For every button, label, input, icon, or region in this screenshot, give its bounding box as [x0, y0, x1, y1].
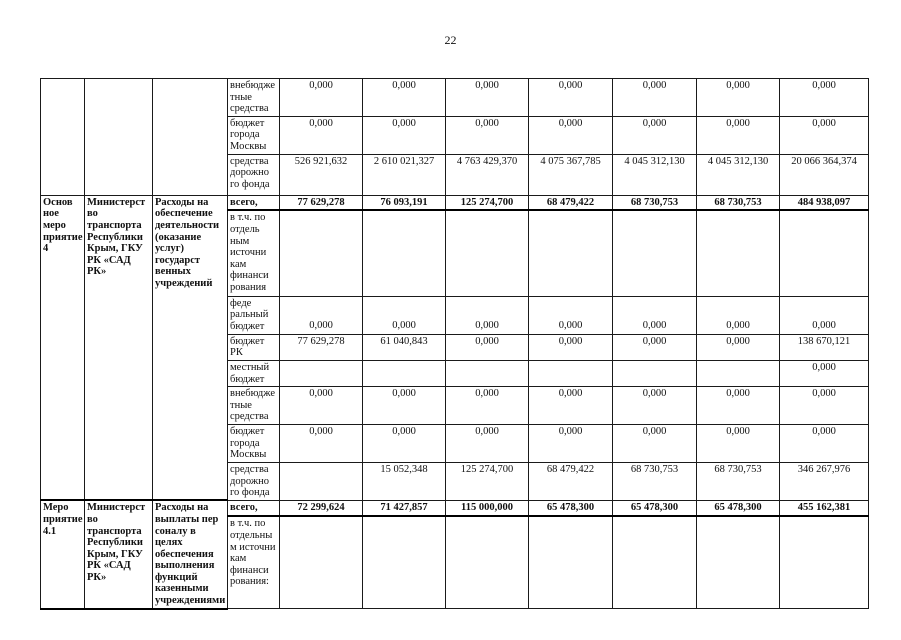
year-value-cell: 0,000 — [529, 387, 613, 425]
year-value-cell — [363, 361, 446, 387]
year-value-cell: 76 093,191 — [363, 195, 446, 210]
year-value-cell — [529, 516, 613, 608]
year-value-cell — [280, 210, 363, 296]
funding-source-cell: местный бюджет — [228, 361, 280, 387]
year-value-cell: 0,000 — [697, 334, 780, 360]
year-value-cell: 61 040,843 — [363, 334, 446, 360]
year-value-cell: 65 478,300 — [529, 500, 613, 516]
total-value-cell: 455 162,381 — [780, 500, 869, 516]
year-value-cell: 77 629,278 — [280, 195, 363, 210]
year-value-cell: 0,000 — [613, 116, 697, 154]
funding-source-cell: внебюдже тные средства — [228, 387, 280, 425]
year-value-cell: 0,000 — [446, 79, 529, 117]
year-value-cell: 0,000 — [363, 387, 446, 425]
year-value-cell: 0,000 — [363, 425, 446, 463]
description-cell: Расходы на выплаты пер соналу в целях обеспечения выполнения функций казенными учреждениями — [153, 500, 228, 608]
year-value-cell: 4 045 312,130 — [697, 154, 780, 195]
year-value-cell — [529, 361, 613, 387]
year-value-cell: 0,000 — [446, 425, 529, 463]
year-value-cell: 526 921,632 — [280, 154, 363, 195]
year-value-cell: 72 299,624 — [280, 500, 363, 516]
year-value-cell: 0,000 — [697, 116, 780, 154]
funding-source-cell: феде ральный бюджет — [228, 296, 280, 334]
funding-source-cell: в т.ч. по отдельны м источни кам финанси рования: — [228, 516, 280, 608]
funding-source-cell: бюджет РК — [228, 334, 280, 360]
year-value-cell: 0,000 — [363, 116, 446, 154]
year-value-cell — [529, 210, 613, 296]
total-value-cell — [780, 210, 869, 296]
measure-cell — [41, 79, 85, 196]
year-value-cell: 15 052,348 — [363, 463, 446, 501]
year-value-cell: 68 479,422 — [529, 195, 613, 210]
total-value-cell — [780, 516, 869, 608]
total-value-cell: 0,000 — [780, 425, 869, 463]
executor-cell — [85, 79, 153, 196]
year-value-cell — [446, 210, 529, 296]
year-value-cell: 2 610 021,327 — [363, 154, 446, 195]
total-value-cell: 484 938,097 — [780, 195, 869, 210]
funding-source-cell: средства дорожно го фонда — [228, 463, 280, 501]
year-value-cell: 125 274,700 — [446, 463, 529, 501]
total-value-cell: 346 267,976 — [780, 463, 869, 501]
year-value-cell: 65 478,300 — [697, 500, 780, 516]
year-value-cell: 0,000 — [363, 79, 446, 117]
year-value-cell: 0,000 — [529, 425, 613, 463]
year-value-cell — [613, 210, 697, 296]
year-value-cell: 0,000 — [446, 334, 529, 360]
year-value-cell: 0,000 — [529, 79, 613, 117]
year-value-cell: 0,000 — [446, 116, 529, 154]
measure-cell: Меро приятие 4.1 — [41, 500, 85, 608]
year-value-cell — [697, 210, 780, 296]
executor-cell: Министерст во транспорта Республики Крым, ГКУ РК «САД РК» — [85, 500, 153, 608]
year-value-cell: 0,000 — [613, 425, 697, 463]
year-value-cell: 68 730,753 — [613, 463, 697, 501]
year-value-cell — [280, 516, 363, 608]
year-value-cell: 0,000 — [280, 296, 363, 334]
budget-table — [40, 78, 869, 610]
year-value-cell — [446, 516, 529, 608]
funding-source-cell: средства дорожно го фонда — [228, 154, 280, 195]
year-value-cell: 4 045 312,130 — [613, 154, 697, 195]
year-value-cell: 68 730,753 — [697, 463, 780, 501]
executor-cell: Министерст во транспорта Республики Крым, ГКУ РК «САД РК» — [85, 195, 153, 500]
year-value-cell: 0,000 — [697, 79, 780, 117]
funding-source-cell: внебюдже тные средства — [228, 79, 280, 117]
year-value-cell: 0,000 — [280, 387, 363, 425]
year-value-cell — [363, 210, 446, 296]
year-value-cell: 0,000 — [446, 296, 529, 334]
year-value-cell: 68 479,422 — [529, 463, 613, 501]
year-value-cell: 0,000 — [697, 387, 780, 425]
year-value-cell: 65 478,300 — [613, 500, 697, 516]
year-value-cell — [613, 361, 697, 387]
total-value-cell: 0,000 — [780, 296, 869, 334]
year-value-cell: 0,000 — [613, 296, 697, 334]
funding-source-cell: всего, — [228, 500, 280, 516]
year-value-cell: 0,000 — [529, 296, 613, 334]
description-cell: Расходы на обеспечение деятельности (оказание услуг) государст венных учреждений — [153, 195, 228, 500]
year-value-cell: 0,000 — [613, 79, 697, 117]
total-value-cell: 0,000 — [780, 361, 869, 387]
year-value-cell: 0,000 — [613, 334, 697, 360]
total-value-cell: 0,000 — [780, 387, 869, 425]
year-value-cell — [446, 361, 529, 387]
year-value-cell: 0,000 — [280, 116, 363, 154]
year-value-cell — [280, 463, 363, 501]
total-row — [41, 500, 869, 516]
page-number: 22 — [444, 33, 457, 47]
year-value-cell: 0,000 — [529, 334, 613, 360]
total-row — [41, 195, 869, 210]
year-value-cell — [697, 361, 780, 387]
measure-cell: Основ ное меро приятие 4 — [41, 195, 85, 500]
year-value-cell: 68 730,753 — [697, 195, 780, 210]
year-value-cell: 125 274,700 — [446, 195, 529, 210]
year-value-cell: 0,000 — [280, 425, 363, 463]
year-value-cell: 0,000 — [697, 296, 780, 334]
year-value-cell: 0,000 — [613, 387, 697, 425]
year-value-cell: 71 427,857 — [363, 500, 446, 516]
description-cell — [153, 79, 228, 196]
total-value-cell: 20 066 364,374 — [780, 154, 869, 195]
year-value-cell: 4 763 429,370 — [446, 154, 529, 195]
year-value-cell — [613, 516, 697, 608]
year-value-cell: 0,000 — [280, 79, 363, 117]
year-value-cell: 77 629,278 — [280, 334, 363, 360]
year-value-cell — [363, 516, 446, 608]
year-value-cell — [280, 361, 363, 387]
funding-source-cell: в т.ч. по отдель ным источни кам финанси рования — [228, 210, 280, 296]
total-value-cell: 0,000 — [780, 116, 869, 154]
funding-source-cell: бюджет города Москвы — [228, 116, 280, 154]
year-value-cell: 0,000 — [697, 425, 780, 463]
funding-row — [41, 79, 869, 117]
year-value-cell: 0,000 — [529, 116, 613, 154]
year-value-cell: 4 075 367,785 — [529, 154, 613, 195]
total-value-cell: 0,000 — [780, 79, 869, 117]
year-value-cell: 68 730,753 — [613, 195, 697, 210]
year-value-cell — [697, 516, 780, 608]
year-value-cell: 0,000 — [363, 296, 446, 334]
year-value-cell: 0,000 — [446, 387, 529, 425]
total-value-cell: 138 670,121 — [780, 334, 869, 360]
year-value-cell: 115 000,000 — [446, 500, 529, 516]
funding-source-cell: всего, — [228, 195, 280, 210]
funding-source-cell: бюджет города Москвы — [228, 425, 280, 463]
